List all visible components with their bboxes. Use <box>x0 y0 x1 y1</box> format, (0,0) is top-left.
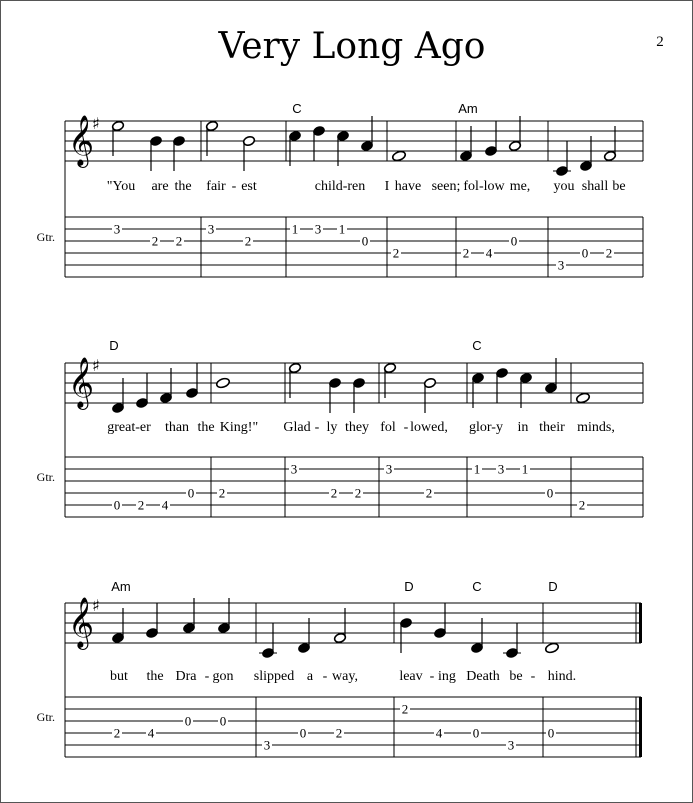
lyric-syllable: in <box>517 420 529 435</box>
tab-number: 2 <box>401 701 409 717</box>
lyric-syllable: glor-y <box>469 420 503 435</box>
lyric-syllable: have <box>394 179 422 194</box>
lyric-syllable: way, <box>332 669 358 684</box>
tab-number: 2 <box>392 245 400 261</box>
tab-number: 0 <box>472 725 480 741</box>
system-2 <box>37 338 643 517</box>
chord-symbol: C <box>472 338 482 353</box>
tab-number: 4 <box>485 245 493 261</box>
tab-number: 0 <box>113 497 121 513</box>
lyric-syllable: leav <box>399 669 423 684</box>
tab-number: 2 <box>335 725 343 741</box>
chord-symbol: C <box>472 579 482 594</box>
chord-symbol: Am <box>458 101 478 116</box>
instrument-label: Gtr. <box>36 230 55 244</box>
lyric-syllable: Glad <box>283 420 311 435</box>
tab-number: 2 <box>330 485 338 501</box>
lyric-syllable: - <box>204 669 210 684</box>
tab-number: 0 <box>510 233 518 249</box>
whole-note-head <box>576 392 591 404</box>
sharp-icon: ♯ <box>92 356 100 375</box>
sharp-icon: ♯ <box>92 596 100 615</box>
tab-number: 2 <box>578 497 586 513</box>
tab-number: 3 <box>263 737 271 753</box>
lyric-syllable: "You <box>106 179 136 194</box>
tab-number: 2 <box>218 485 226 501</box>
lyric-syllable: - <box>231 179 237 194</box>
tab-number: 2 <box>605 245 613 261</box>
lyric-syllable: ing <box>438 669 456 684</box>
lyric-syllable: the <box>174 179 192 194</box>
lyric-syllable: their <box>539 420 565 435</box>
score <box>1 1 692 802</box>
tab-number: 3 <box>557 257 565 273</box>
lyric-syllable: est <box>241 179 257 194</box>
lyric-syllable: but <box>110 669 128 684</box>
treble-clef-icon: 𝄞 <box>68 357 95 408</box>
tab-number: 2 <box>175 233 183 249</box>
final-barline-thick <box>639 697 642 757</box>
lyric-syllable: be <box>509 669 523 684</box>
lyric-syllable: slipped <box>253 669 295 684</box>
lyric-syllable: gon <box>212 669 234 684</box>
tab-number: 4 <box>435 725 443 741</box>
tab-number: 3 <box>207 221 215 237</box>
page-title: Very Long Ago <box>218 26 486 67</box>
tab-number: 0 <box>187 485 195 501</box>
tab-number: 1 <box>521 461 529 477</box>
tab-number: 1 <box>338 221 346 237</box>
tab-number: 2 <box>462 245 470 261</box>
lyric-syllable: are <box>151 179 169 194</box>
lyric-syllable: me, <box>509 179 531 194</box>
lyric-syllable: you <box>553 179 575 194</box>
lyric-syllable: they <box>344 420 370 435</box>
whole-note-head <box>545 642 560 654</box>
tab-number: 0 <box>546 485 554 501</box>
treble-clef-icon: 𝄞 <box>68 597 95 648</box>
lyric-syllable: the <box>146 669 164 684</box>
system-3 <box>37 579 642 757</box>
lyric-syllable: child-ren <box>314 179 366 194</box>
treble-clef-icon: 𝄞 <box>68 115 95 166</box>
tab-number: 1 <box>291 221 299 237</box>
page-number: 2 <box>656 34 664 50</box>
tab-number: 3 <box>507 737 515 753</box>
tab-number: 1 <box>473 461 481 477</box>
lyric-syllable: be <box>612 179 626 194</box>
tab-number: 3 <box>497 461 505 477</box>
lyric-syllable: fair <box>206 179 226 194</box>
final-barline-thick <box>639 603 642 643</box>
lyric-syllable: I <box>384 179 390 194</box>
whole-note-head <box>392 150 407 162</box>
lyric-syllable: seen; <box>431 179 461 194</box>
tab-number: 0 <box>184 713 192 729</box>
whole-note-head <box>216 377 231 389</box>
lyric-syllable: - <box>403 420 409 435</box>
lyric-syllable: - <box>314 420 320 435</box>
lyric-syllable: ly <box>326 420 338 435</box>
lyric-syllable: shall <box>581 179 609 194</box>
lyric-syllable: minds, <box>577 420 615 435</box>
instrument-label: Gtr. <box>36 470 55 484</box>
tab-number: 0 <box>299 725 307 741</box>
chord-symbol: D <box>109 338 119 353</box>
system-1 <box>37 101 643 277</box>
chord-symbol: D <box>404 579 414 594</box>
lyric-syllable: - <box>530 669 536 684</box>
lyric-syllable: fol-low <box>463 179 505 194</box>
tab-number: 3 <box>113 221 121 237</box>
sharp-icon: ♯ <box>92 114 100 133</box>
chord-symbol: Am <box>111 579 131 594</box>
tab-number: 4 <box>161 497 169 513</box>
tab-number: 0 <box>581 245 589 261</box>
chord-symbol: D <box>548 579 558 594</box>
lyric-syllable: fol <box>380 420 396 435</box>
tab-number: 2 <box>113 725 121 741</box>
tab-number: 3 <box>290 461 298 477</box>
lyric-syllable: the <box>197 420 215 435</box>
tab-number: 2 <box>354 485 362 501</box>
chord-symbol: C <box>292 101 302 116</box>
tab-number: 3 <box>385 461 393 477</box>
lyric-syllable: than <box>164 420 190 435</box>
lyric-syllable: Death <box>466 669 500 684</box>
tab-number: 2 <box>137 497 145 513</box>
tab-number: 0 <box>547 725 555 741</box>
lyric-syllable: Dra <box>175 669 197 684</box>
lyric-syllable: - <box>429 669 435 684</box>
lyric-syllable: great-er <box>107 420 151 435</box>
tab-number: 2 <box>425 485 433 501</box>
lyric-syllable: lowed, <box>410 420 448 435</box>
lyric-syllable: a <box>306 669 314 684</box>
lyric-syllable: King!" <box>219 420 259 435</box>
tab-number: 2 <box>151 233 159 249</box>
tab-number: 0 <box>219 713 227 729</box>
tab-number: 3 <box>314 221 322 237</box>
lyric-syllable: - <box>322 669 328 684</box>
lyric-syllable: hind. <box>547 669 577 684</box>
tab-number: 4 <box>147 725 155 741</box>
tab-number: 2 <box>244 233 252 249</box>
tab-number: 0 <box>361 233 369 249</box>
instrument-label: Gtr. <box>36 710 55 724</box>
